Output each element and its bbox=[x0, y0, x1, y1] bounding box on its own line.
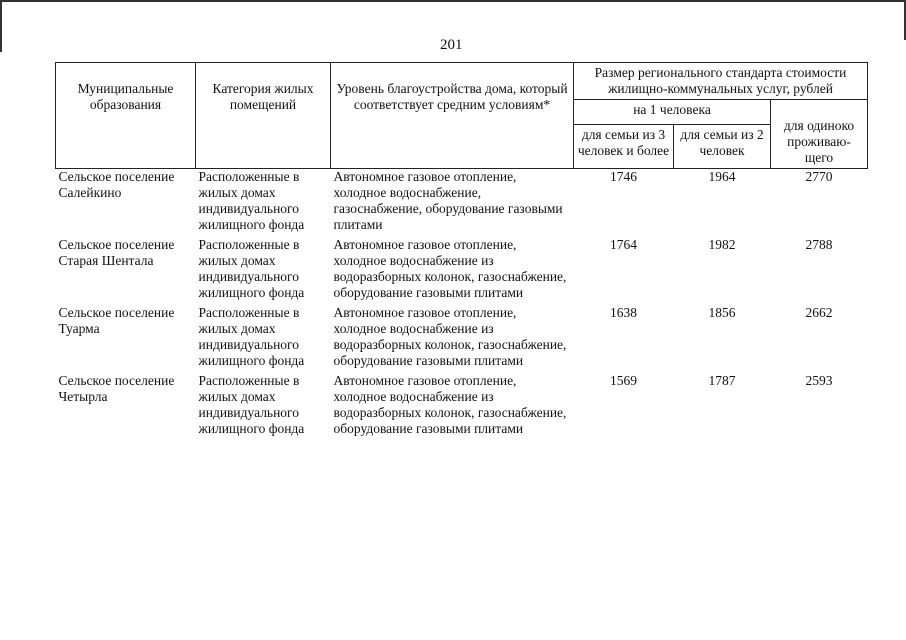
cell-family2: 1787 bbox=[708, 373, 736, 388]
page-number: 201 bbox=[440, 37, 463, 53]
table-row bbox=[56, 305, 868, 373]
cell-single: 2662 bbox=[805, 305, 833, 320]
header-family2: для семьи из 2 человек bbox=[674, 124, 771, 168]
cell-category: Расположенные в жилых домах индивидуального жилищного фонда bbox=[198, 237, 305, 300]
cell-single: 2770 bbox=[805, 169, 833, 184]
header-standard: Размер регионального стандарта стоимости жилищно-коммунальных услуг, рублей bbox=[574, 63, 868, 100]
cell-category: Расположенные в жилых домах индивидуального жилищного фонда bbox=[198, 373, 305, 436]
cell-family2: 1856 bbox=[708, 305, 736, 320]
header-single: для одиноко проживаю-щего bbox=[771, 100, 868, 169]
cell-municipality: Сельское поселение Старая Шентала bbox=[58, 237, 175, 268]
cell-level: Автономное газовое отопление, холодное водоснабжение из водоразборных колонок, газоснабжение, оборудование газовыми плитами bbox=[333, 305, 567, 368]
cell-municipality: Сельское поселение Салейкино bbox=[58, 169, 175, 200]
header-per-person: на 1 человека bbox=[574, 100, 771, 125]
cell-family3: 1746 bbox=[610, 169, 637, 184]
cell-level: Автономное газовое отопление, холодное водоснабжение, газоснабжение, оборудование газовыми плитами bbox=[333, 169, 563, 232]
cell-family3: 1569 bbox=[610, 373, 637, 388]
cell-level: Автономное газовое отопление, холодное водоснабжение из водоразборных колонок, газоснабжение, оборудование газовыми плитами bbox=[333, 237, 567, 300]
cell-municipality: Сельское поселение Четырла bbox=[58, 373, 175, 404]
scan-border-left bbox=[0, 0, 2, 52]
cell-category: Расположенные в жилых домах индивидуального жилищного фонда bbox=[198, 305, 305, 368]
cell-family3: 1764 bbox=[610, 237, 637, 252]
cell-family2: 1964 bbox=[708, 169, 736, 184]
cell-municipality: Сельское поселение Туарма bbox=[58, 305, 175, 336]
cell-category: Расположенные в жилых домах индивидуального жилищного фонда bbox=[198, 169, 305, 232]
regional-standard-table bbox=[55, 62, 868, 441]
cell-family3: 1638 bbox=[610, 305, 637, 320]
cell-level: Автономное газовое отопление, холодное водоснабжение из водоразборных колонок, газоснабжение, оборудование газовыми плитами bbox=[333, 373, 567, 436]
cell-family2: 1982 bbox=[708, 237, 736, 252]
table-row bbox=[56, 169, 868, 238]
cell-single: 2593 bbox=[805, 373, 833, 388]
table-row bbox=[56, 237, 868, 305]
cell-single: 2788 bbox=[805, 237, 833, 252]
table-row bbox=[56, 373, 868, 441]
header-category: Категория жилых помещений bbox=[196, 63, 331, 169]
header-municipality: Муниципальные образования bbox=[56, 63, 196, 169]
scan-border-top bbox=[0, 0, 906, 2]
header-level: Уровень благоустройства дома, который соответствует средним условиям* bbox=[331, 63, 574, 169]
header-family3: для семьи из 3 человек и более bbox=[574, 124, 674, 168]
